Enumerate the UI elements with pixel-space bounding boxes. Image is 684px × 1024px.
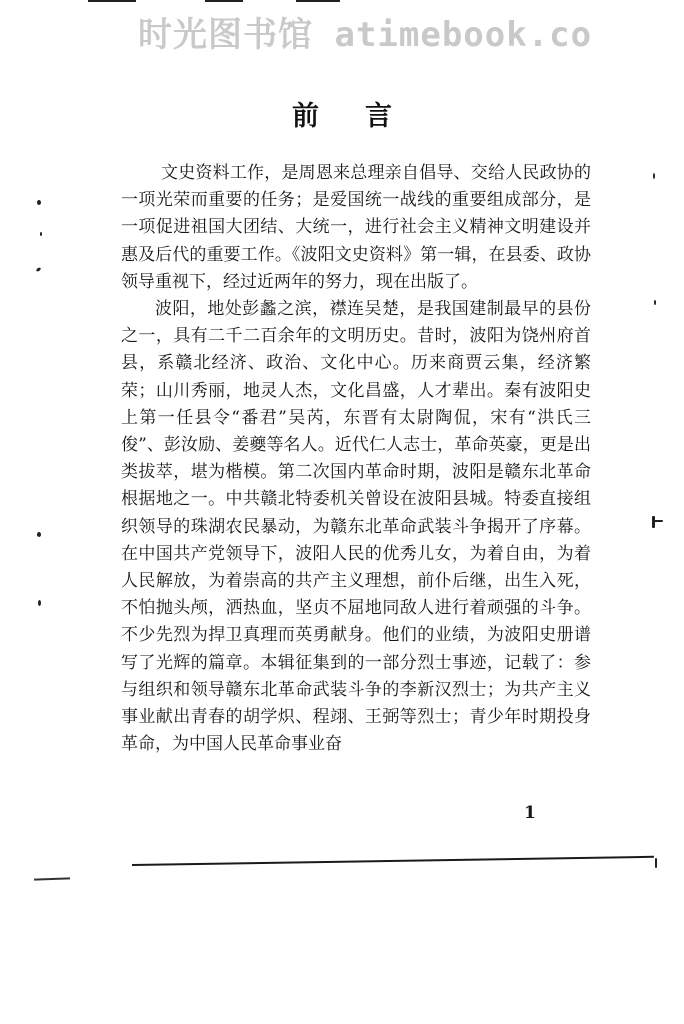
margin-speck bbox=[40, 232, 42, 236]
paragraph-2: 波阳，地处彭蠡之滨，襟连吴楚，是我国建制最早的县份之一，具有二千二百余年的文明历史。昔时，波阳为饶州府首县，系赣北经济、政治、文化中心。历来商贾云集，经济繁荣；山川秀丽，地灵人杰，文化昌盛，人才辈出。秦有波阳史上第一任县令“番君”吴芮，东晋有太尉陶侃，宋有“洪氏三俊”、彭汝励、姜夔等名人。近代仁人志士，革命英豪，更是出类拔萃，堪为楷模。第二次国内革命时期，波阳是赣东北革命根据地之一。中共赣北特委机关曾设在波阳县城。特委直接组织领导的珠湖农民暴动，为赣东北革命武装斗争揭开了序幕。在中国共产党领导下，波阳人民的优秀儿女，为着自由，为着人民解放，为着崇高的共产主义理想，前仆后继，出生入死，不怕抛头颅，洒热血，坚贞不屈地同敌人进行着顽强的斗争。不少先烈为捍卫真理而英勇献身。他们的业绩，为波阳史册谱写了光辉的篇章。本辑征集到的一部分烈士事迹，记载了：参与组织和领导赣东北革命武装斗争的李新汉烈士；为共产主义事业献出青春的胡学炽、程翊、王弼等烈士；青少年时期投身革命，为中国人民革命事业奋 bbox=[121, 299, 591, 755]
margin-speck bbox=[36, 267, 42, 272]
top-rule-3 bbox=[296, 0, 340, 2]
bottom-rule bbox=[132, 856, 654, 866]
paragraph-1: 文史资料工作，是周恩来总理亲自倡导、交给人民政协的一项光荣而重要的任务；是爱国统一战线的重要组成部分，是一项促进祖国大团结、大统一，进行社会主义精神文明建设并惠及后代的重要工作。《波阳文史资料》第一辑，在县委、政协领导重视下，经过近两年的努力，现在出版了。 bbox=[121, 163, 591, 292]
margin-speck bbox=[37, 200, 41, 205]
page-heading: 前言 bbox=[292, 101, 438, 132]
top-rule-2 bbox=[205, 0, 243, 2]
top-rule-1 bbox=[88, 0, 136, 2]
margin-speck bbox=[655, 858, 657, 868]
body-text bbox=[121, 160, 591, 758]
margin-speck bbox=[652, 516, 655, 528]
bottom-rule-fragment bbox=[34, 877, 70, 880]
watermark: 时光图书馆 atimebook.co bbox=[138, 15, 593, 55]
margin-speck bbox=[654, 300, 656, 305]
margin-speck bbox=[37, 532, 41, 537]
margin-speck bbox=[654, 520, 663, 522]
margin-speck bbox=[38, 600, 41, 606]
page-number: 1 bbox=[524, 803, 536, 823]
margin-speck bbox=[653, 173, 655, 179]
